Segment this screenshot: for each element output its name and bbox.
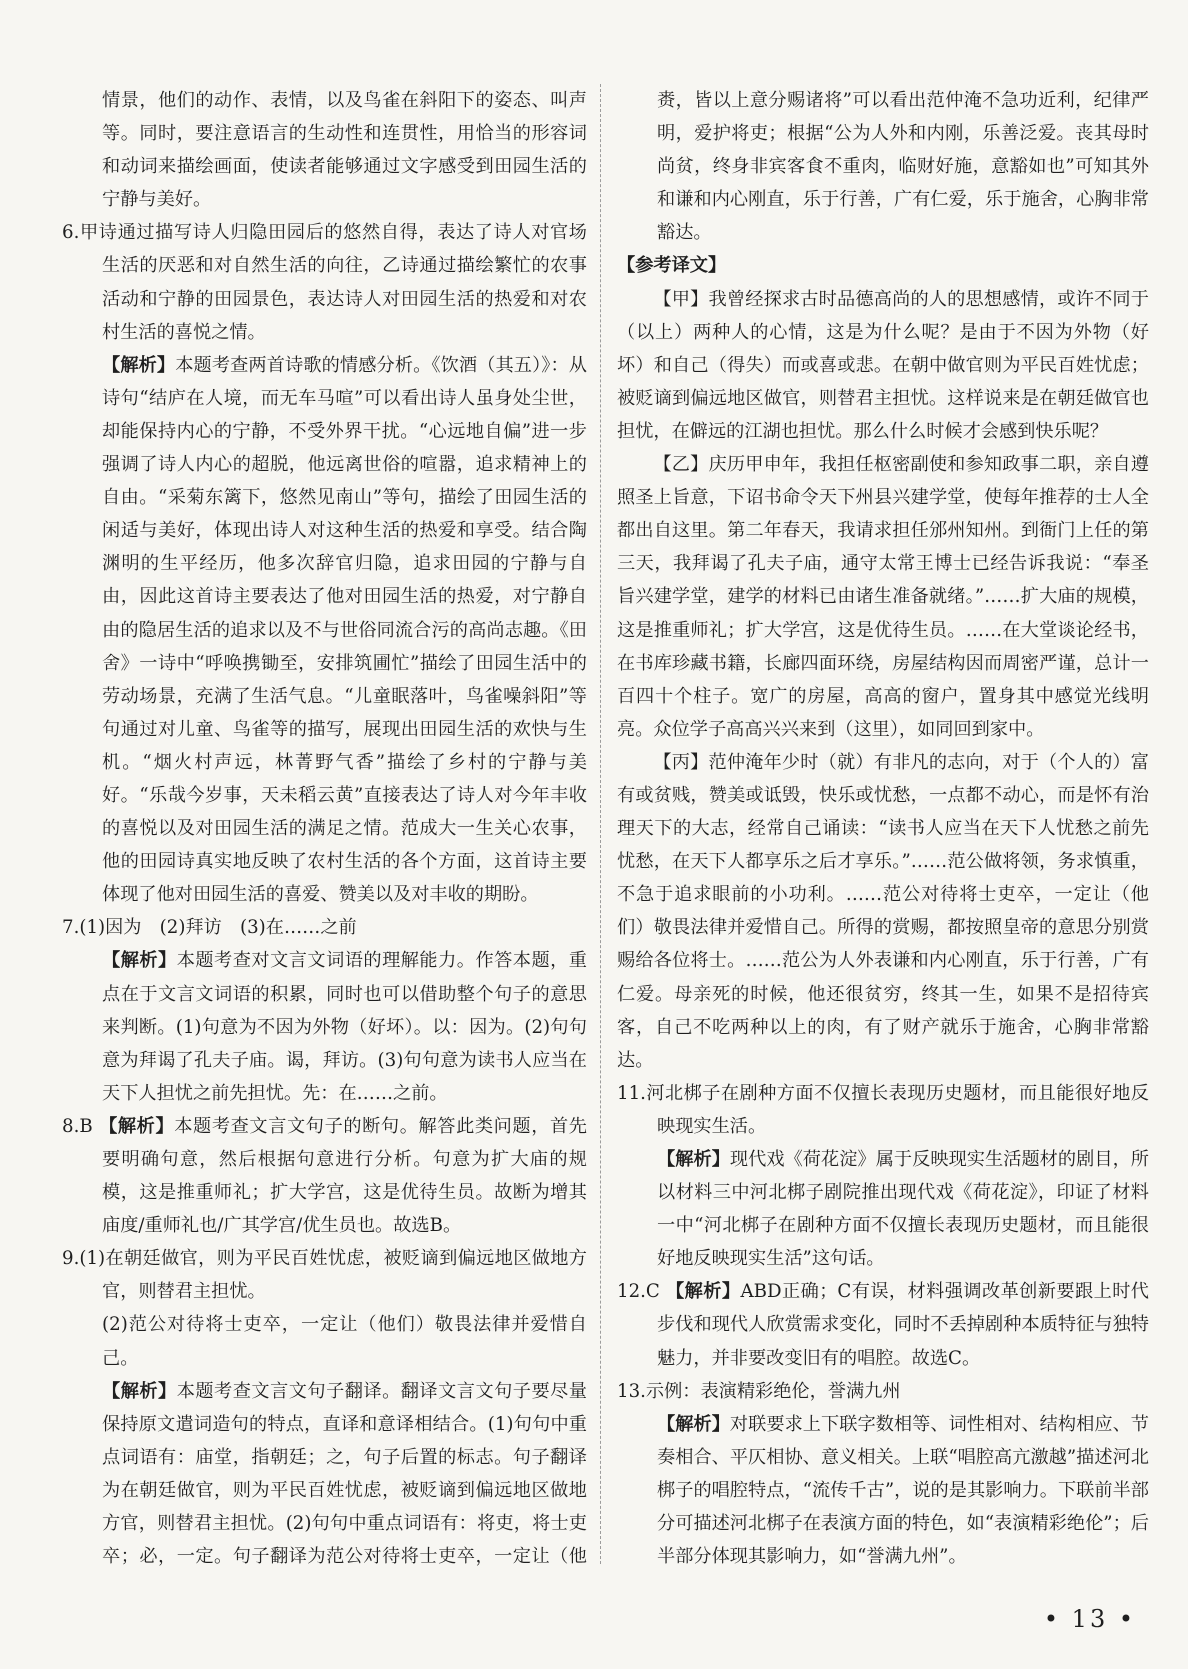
answer-text: 12.C [617,1281,667,1303]
answer-12 [617,1275,1149,1374]
continued-text: 情景，他们的动作、表情，以及鸟雀在斜阳下的姿态、叫声等。同时，要注意语言的生动性和连贯性，用恰当的形容词和动词来描绘画面，使读者能够通过文字感受到田园生活的宁静与美好。 [102,90,587,211]
answer-text: 6.甲诗通过描写诗人归隐田园后的悠然自得，表达了诗人对官场生活的厌恶和对自然生活的向往，乙诗通过描绘繁忙的农事活动和宁静的田园景色，表达诗人对田园生活的热爱和对农村生活的喜悦之情。 [62,222,587,343]
page-number: • 13 • [1043,1605,1136,1633]
left-column [62,84,587,1574]
column-divider [600,84,601,1564]
analysis-tag: 【解析】 [657,1413,730,1435]
analysis-tag: 【解析】 [99,1115,175,1137]
answer-6 [62,216,587,911]
answer-text [617,1573,1149,1574]
analysis-text: 本题考查两首诗歌的情感分析。《饮酒（其五）》：从诗句“结庐在人境，而无车马喧”可以看出诗人虽身处尘世，却能保持内心的宁静，不受外界干扰。“心远地自偏”进一步强调了诗人内心的超脱，他远离世俗的喧嚣，追求精神上的自由。“采菊东篱下，悠然见南山”等句，描绘了田园生活的闲适与美好，体现出诗人对这种生活的热爱和享受。结合陶渊明的生平经历，他多次辞官归隐，追求田园的宁静与自由，因此这首诗主要表达了他对田园生活的热爱，对宁静自由的隐居生活的追求以及不与世俗同流合污的高尚志趣。《田舍》一诗中“呼唤携锄至，安排筑圃忙”描绘了田园生活中的劳动场景，充满了生活气息。“儿童眠落叶，鸟雀噪斜阳”等句通过对儿童、鸟雀等的描写，展现出田园生活的欢快与生机。“烟火村声远，林菁野气香”描绘了乡村的宁静与美好。“乐哉今岁事，天未稻云黄”直接表达了诗人对今年丰收的喜悦以及对田园生活的满足之情。范成大一生关心农事，他的田园诗真实地反映了农村生活的各个方面，这首诗主要体现了他对田园生活的喜爱、赞美以及对丰收的期盼。 [102,354,587,906]
analysis-text: 本题考查文言文句子的断句。解答此类问题，首先要明确句意，然后根据句意进行分析。句意为扩大庙的规模，这是推重师礼；扩大学宫，这是优待生员。故断为增其庙度/重师礼也/广其学宫/优生员也。故选B。 [102,1115,587,1237]
answer-text: 8.B [62,1115,100,1137]
reference-translation-title: 【参考译文】 [617,255,727,277]
analysis-tag: 【解析】 [657,1149,730,1170]
analysis-text: ABD正确；C有误，材料强调改革创新要跟上时代步伐和现代人欣赏需求变化，同时不丢掉剧种本质特征与独特魅力，并非要改变旧有的唱腔。故选C。 [657,1281,1149,1369]
analysis-text: 本题考查对文言文词语的理解能力。作答本题，重点在于文言文词语的积累，同时也可以借助整个句子的意思来判断。(1)句意为不因为外物（好坏）。以：因为。(2)句句意为拜谒了孔夫子庙。谒，拜访。(3)句句意为读书人应当在天下人担忧之前先担忧。先：在……之前。 [102,950,587,1104]
translation-tag: 【丙】 [653,751,709,773]
right-column [617,84,1149,1574]
answer-text: 7.(1)因为 (2)拜访 (3)在……之前 [62,917,357,939]
analysis-tag: 【解析】 [666,1281,741,1303]
answer-text: 11.河北梆子在剧种方面不仅擅长表现历史题材，而且能很好地反映现实生活。 [617,1082,1149,1137]
answer-text-1: 9.(1)在朝廷做官，则为平民百姓忧虑，被贬谪到偏远地区做地方官，则替君主担忧。 [62,1248,587,1303]
translation-jia [617,283,1149,448]
translation-text: 庆历甲申年，我担任枢密副使和参知政事二职，亲自遵照圣上旨意，下诏书命令天下州县兴建学堂，使每年推荐的士人全都出自这里。第二年春天，我请求担任邠州知州。到衙门上任的第三天，我拜谒了孔夫子庙，通守太常王博士已经告诉我说：“奉圣旨兴建学堂，建学的材料已由诸生准备就绪。”……扩大庙的规模，这是推重师礼；扩大学宫，这是优待生员。……在大堂谈论经书，在书库珍藏书籍，长廊四面环绕，房屋结构因而周密严谨，总计一百四十个柱子。宽广的房屋，高高的窗户，置身其中感觉光线明亮。众位学子高高兴兴来到（这里），如同回到家中。 [617,454,1149,740]
analysis-text: 对联要求上下联字数相等、词性相对、结构相应、节奏相合、平仄相协、意义相关。上联“唱腔高亢激越”描述河北梆子的唱腔特点，“流传千古”，说的是其影响力。下联前半部分可描述河北梆子在表演方面的特色，如“表演精彩绝伦”；后半部分体现其影响力，如“誉满九州”。 [657,1413,1149,1568]
answer-text: 13.示例：表演精彩绝伦，誉满九州 [617,1380,901,1402]
translation-yi [617,448,1149,746]
analysis-tag: 【解析】 [102,950,177,972]
analysis-text: 本题考查文言文句子翻译。翻译文言文句子要尽量保持原文遣词造句的特点，直译和意译相结合。(1)句句中重点词语有：庙堂，指朝廷；之，句子后置的标志。句子翻译为在朝廷做官，则为平民百姓忧虑，被贬谪到偏远地区做地方官，则替君主担忧。(2)句句中重点词语有：将吏，将士吏卒；必，一定。句子翻译为范公对待将士吏卒，一定让（他 [102,1380,587,1568]
answer-7 [62,911,587,1110]
analysis-text: 现代戏《荷花淀》属于反映现实生活题材的剧目，所以材料三中河北梆子剧院推出现代戏《荷花淀》，印证了材料一中“河北梆子在剧种方面不仅擅长表现历史题材，而且能很好地反映现实生活”这句话。 [657,1149,1149,1270]
continued-text: 赉，皆以上意分赐诸将”可以看出范仲淹不急功近利，纪律严明，爱护将吏；根据“公为人外和内刚，乐善泛爱。丧其母时尚贫，终身非宾客食不重肉，临财好施，意豁如也”可知其外和谦和内心刚直，乐于行善，广有仁爱，乐于施舍，心胸非常豁达。 [657,90,1149,244]
translation-tag: 【甲】 [653,288,709,310]
answer-13 [617,1375,1149,1574]
analysis-tag: 【解析】 [102,1380,177,1402]
analysis-tag: 【解析】 [102,354,176,376]
answer-11 [617,1077,1149,1276]
answer-14 [617,1573,1149,1574]
translation-text: 范仲淹年少时（就）有非凡的志向，对于（个人的）富有或贫贱，赞美或诋毁，快乐或忧愁，一点都不动心，而是怀有治理天下的大志，经常自己诵读：“读书人应当在天下人忧愁之前先忧愁，在天下人都享乐之后才享乐。”……范公做将领，务求慎重，不急于追求眼前的小功利。……范公对待将士吏卒，一定让（他们）敬畏法律并爱惜自己。所得的赏赐，都按照皇帝的意思分别赏赐给各位将士。……范公为人外表谦和内心刚直，乐于行善，广有仁爱。母亲死的时候，他还很贫穷，终其一生，如果不是招待宾客，自己不吃两种以上的肉，有了财产就乐于施舍，心胸非常豁达。 [617,751,1149,1071]
translation-bing [617,746,1149,1077]
answer-9 [62,1242,587,1574]
answer-text-2: (2)范公对待将士吏卒，一定让（他们）敬畏法律并爱惜自己。 [102,1314,587,1369]
translation-tag: 【乙】 [653,454,709,476]
translation-text: 我曾经探求古时品德高尚的人的思想感情，或许不同于（以上）两种人的心情，这是为什么呢？是由于不因为外物（好坏）和自己（得失）而或喜或悲。在朝中做官则为平民百姓忧虑；被贬谪到偏远地区做官，则替君主担忧。这样说来是在朝廷做官也担忧，在僻远的江湖也担忧。那么什么时候才会感到快乐呢？ [617,288,1149,442]
answer-8 [62,1110,587,1242]
